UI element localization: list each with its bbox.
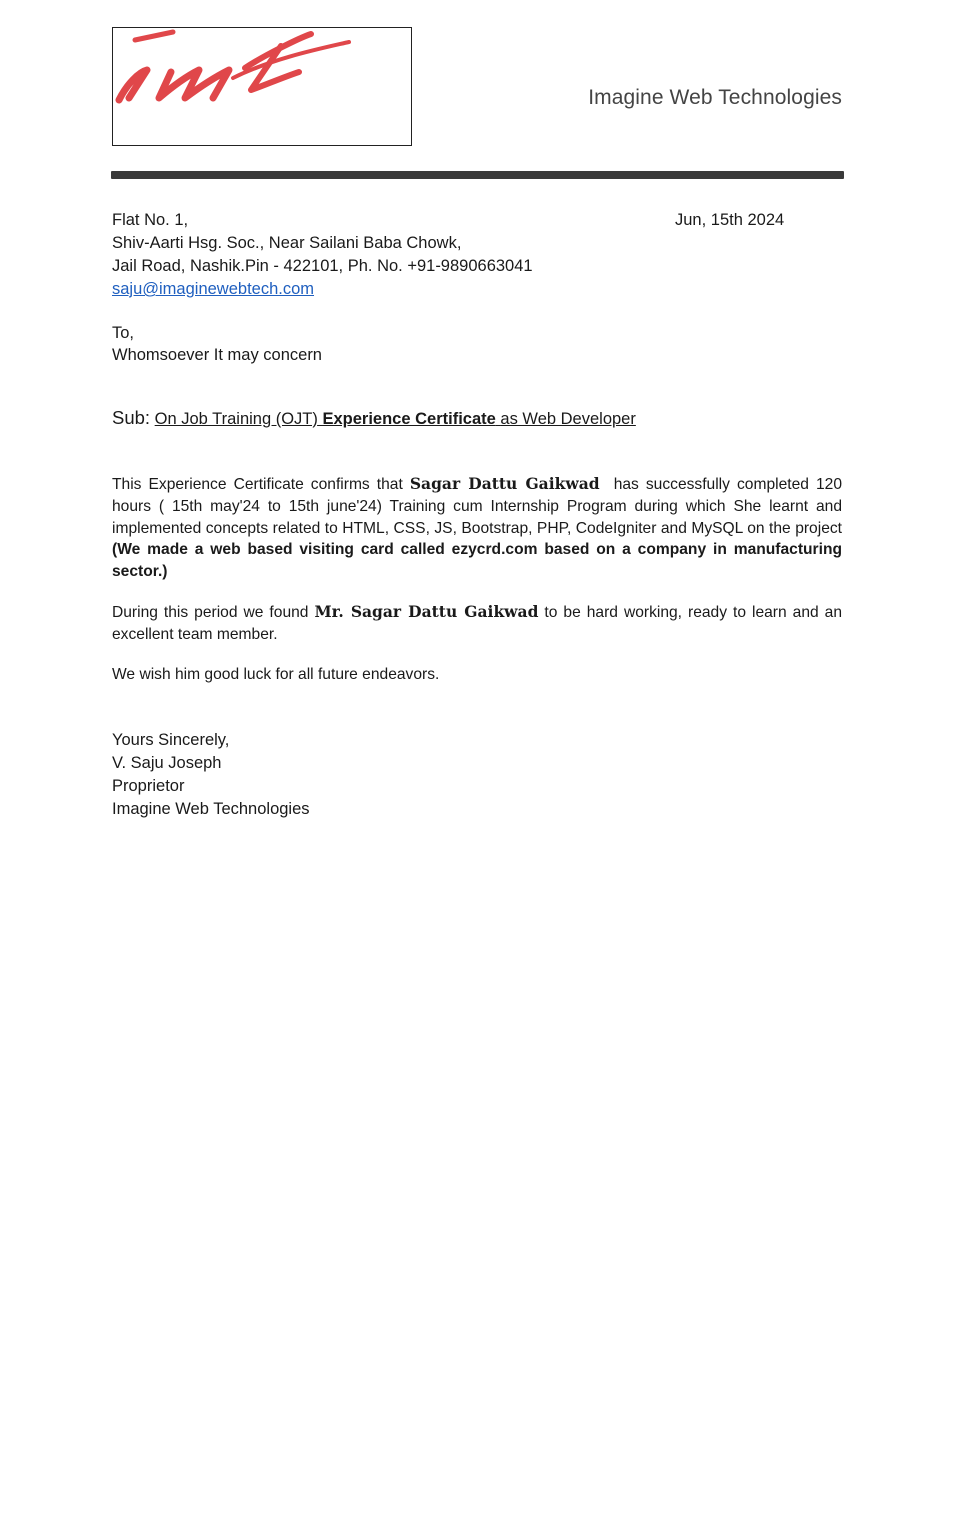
signatory-name: V. Saju Joseph — [112, 754, 222, 772]
paragraph-3: We wish him good luck for all future endeavors. — [112, 665, 440, 683]
address-line-3: Jail Road, Nashik.Pin - 422101, Ph. No. +91-9890663041 — [112, 257, 533, 275]
email-link[interactable]: saju@imaginewebtech.com — [112, 280, 315, 298]
project-description: (We made a web based visiting card called ezycrd.com based on a company in manufacturing sector.) — [112, 541, 842, 581]
paragraph-1-intro: This Experience Certificate confirms that — [112, 476, 403, 493]
recipient-block — [112, 322, 322, 366]
subject-line — [112, 406, 636, 431]
address-line-1: Flat No. 1, — [112, 211, 189, 229]
paragraph-1-middle: has successfully completed 120 hours ( 15th may'24 to 15th june'24) Training cum Internship Program during which She learnt and implemented concepts related to HTML, CSS, JS, Bootstrap, PHP, CodeIgniter and MySQL on the project — [112, 476, 842, 537]
recipient-to: To, — [112, 324, 135, 342]
candidate-full-name: Mr. Sagar Dattu Gaikwad — [314, 601, 539, 621]
letter-date: Jun, 15th 2024 — [675, 211, 785, 229]
subject-part-2: Experience Certificate — [322, 410, 496, 428]
paragraph-1 — [112, 473, 842, 583]
signatory-title: Proprietor — [112, 777, 185, 795]
subject-part-3: as Web Developer — [500, 410, 636, 428]
letter-body — [112, 473, 842, 703]
signatory-company: Imagine Web Technologies — [112, 800, 310, 818]
subject-label: Sub: — [112, 407, 151, 428]
address-line-2: Shiv-Aarti Hsg. Soc., Near Sailani Baba Chowk, — [112, 234, 462, 252]
sender-address — [112, 209, 533, 301]
subject-part-1: On Job Training (OJT) — [154, 410, 318, 428]
header-company-name: Imagine Web Technologies — [588, 86, 842, 109]
header-divider — [111, 171, 844, 179]
paragraph-2-intro: During this period we found — [112, 603, 309, 621]
iwt-logo-mark — [113, 28, 411, 145]
company-logo — [112, 27, 412, 146]
recipient-name: Whomsoever It may concern — [112, 346, 322, 364]
candidate-name: Sagar Dattu Gaikwad — [409, 474, 600, 493]
paragraph-2 — [112, 601, 842, 646]
closing-salutation: Yours Sincerely, — [112, 731, 230, 749]
paragraph-2-rest: to be hard working, ready to learn and an excellent team member. — [112, 603, 842, 643]
closing-block — [112, 729, 310, 821]
